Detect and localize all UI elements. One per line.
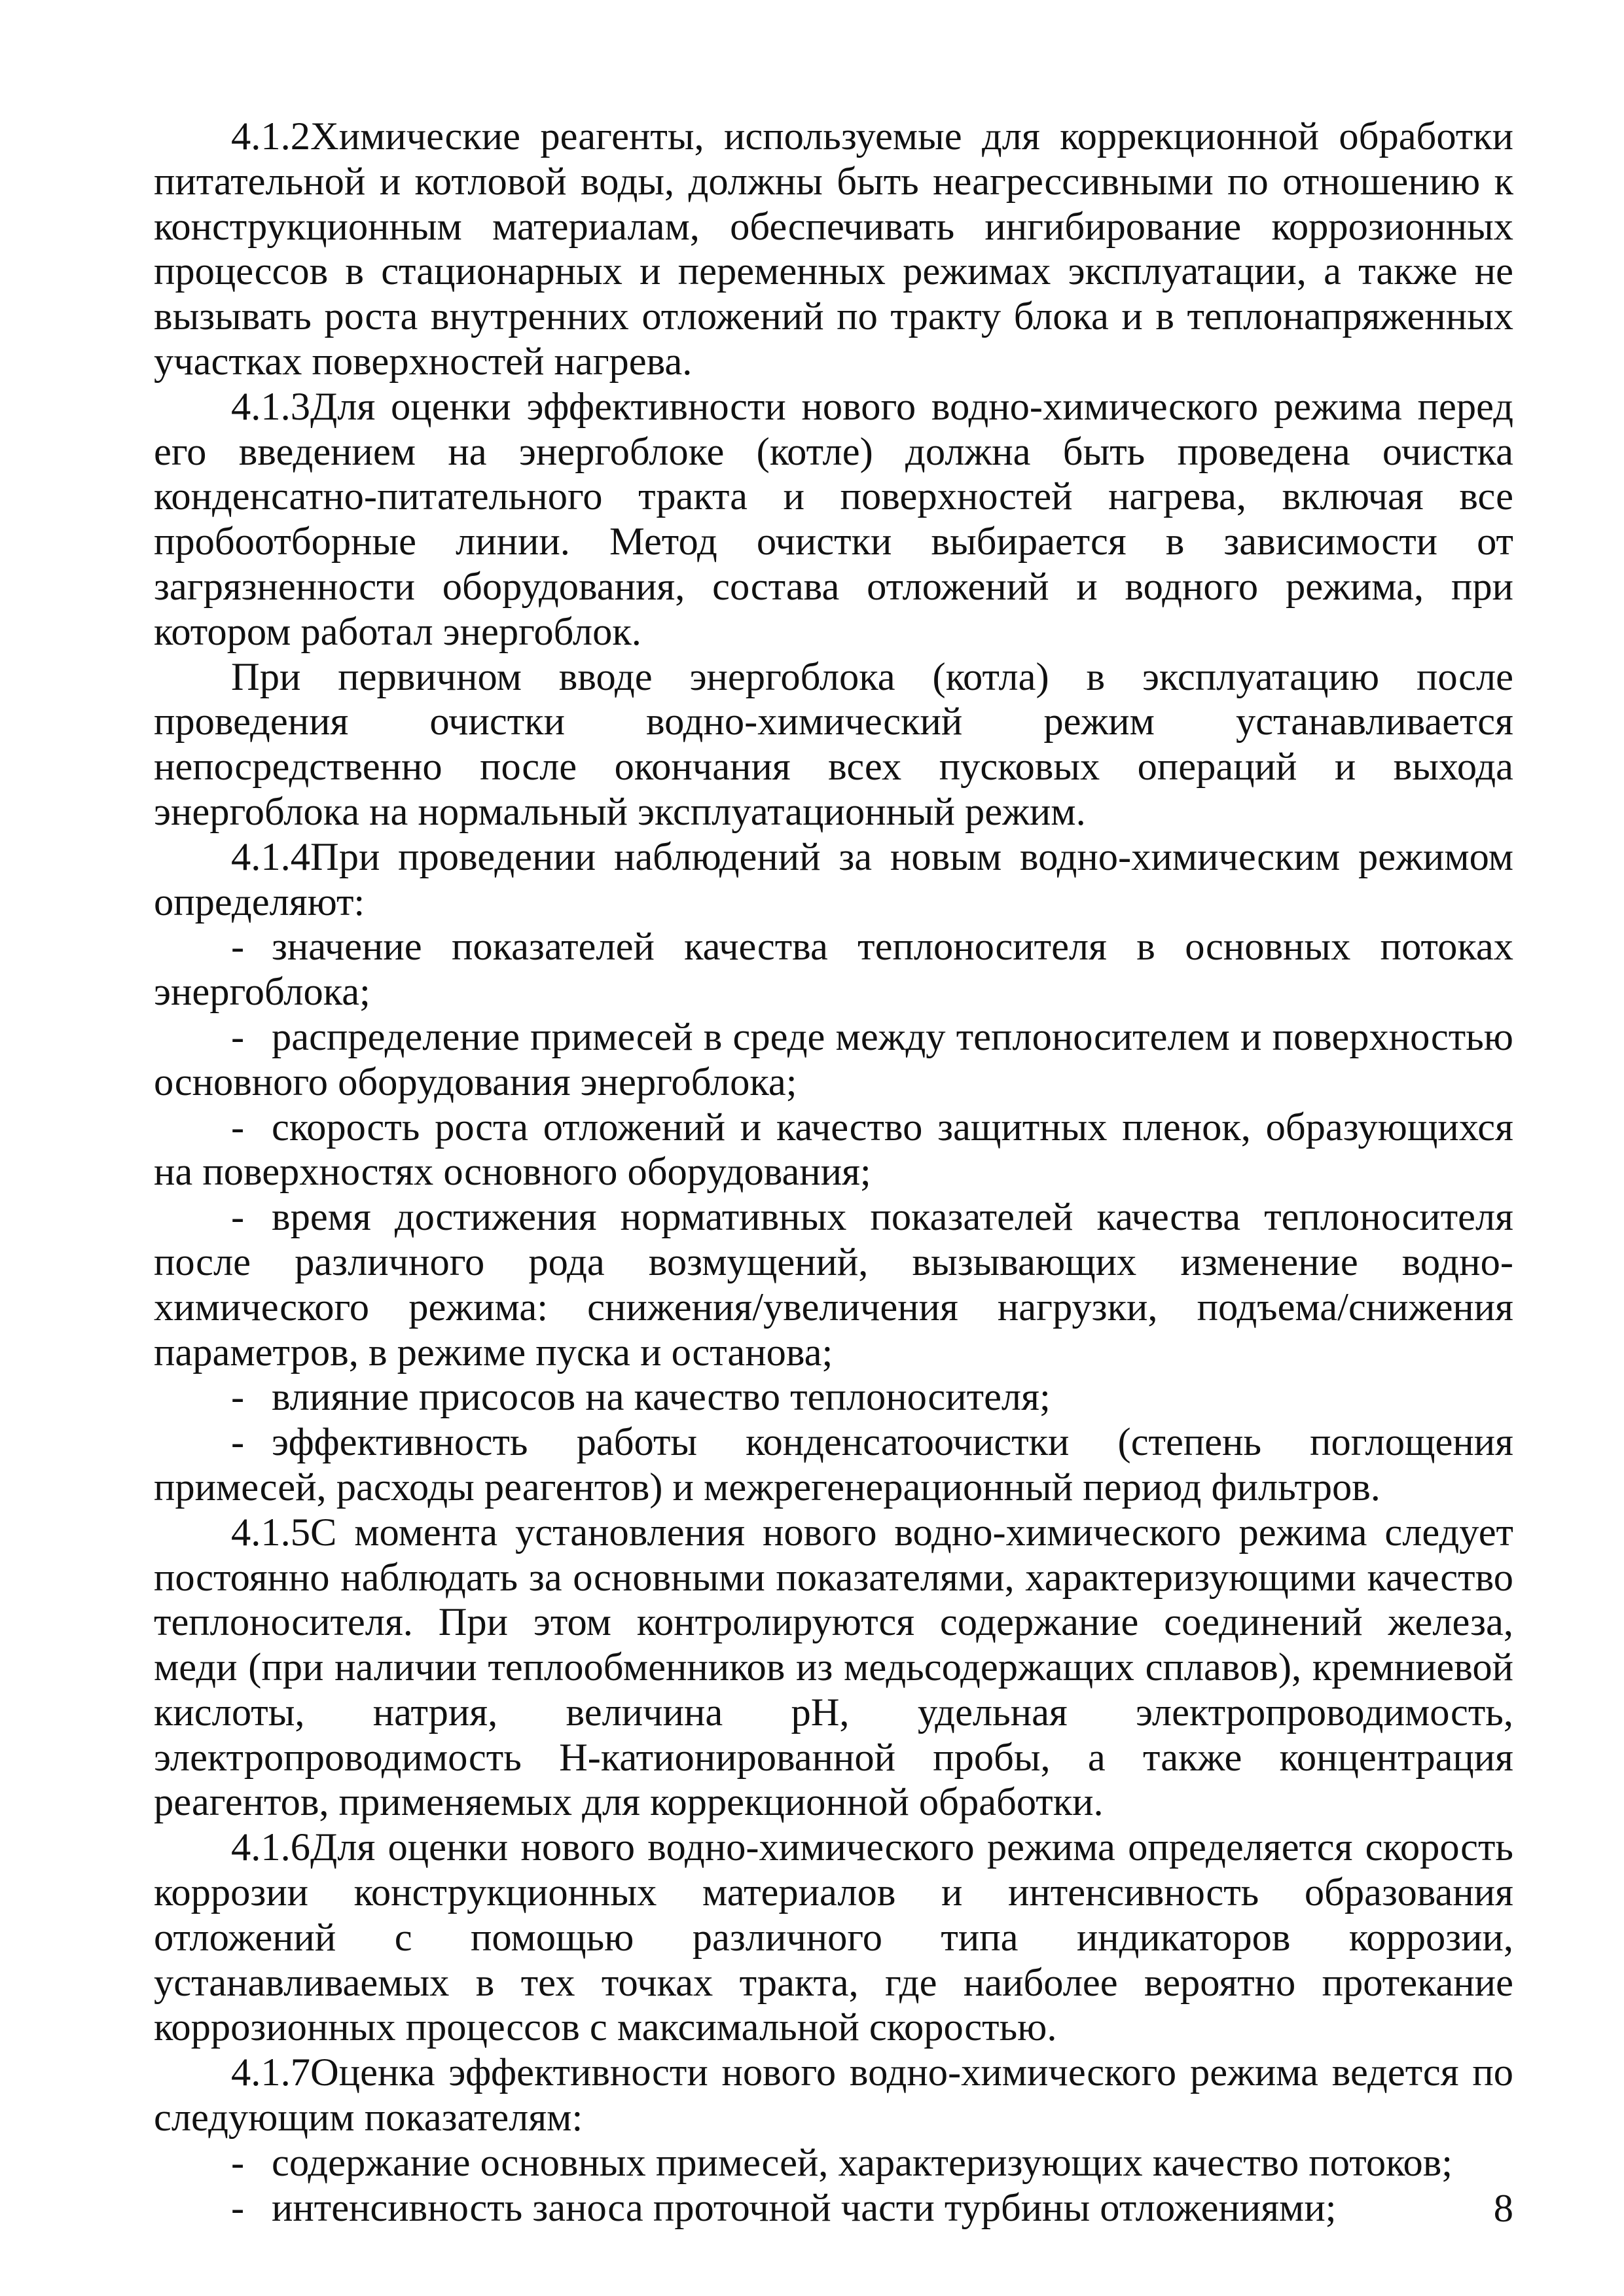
section-number: 4.1.2	[231, 115, 310, 158]
section-4-1-5	[154, 1511, 1513, 1826]
list-item-text: интенсивность заноса проточной части турбины отложениями;	[272, 2185, 1337, 2230]
section-text: Для оценки нового водно-химического режима определяется скорость коррозии конструкционных материалов и интенсивность образования отложений с помощью различного типа индикаторов коррозии, устанавливаемых в тех точках тракта, где наиболее вероятно протекание коррозионных процессов с максимальной скоростью.	[154, 1825, 1513, 2050]
section-text: Химические реагенты, используемые для коррекционной обработки питательной и котловой воды, должны быть неагрессивными по отношению к конструкционным материалам, обеспечивать ингибирование коррозионных процессов в стационарных и переменных режимах эксплуатации, а также не вызывать роста внутренних отложений по тракту блока и в теплонапряженных участках поверхностей нагрева.	[154, 115, 1513, 384]
dash-marker: -	[231, 1420, 245, 1465]
dash-marker: -	[231, 2140, 245, 2185]
list-item	[154, 1195, 1513, 1375]
list-item-text: распределение примесей в среде между теплоносителем и поверхностью основного оборудования энергоблока;	[154, 1014, 1513, 1104]
dash-marker: -	[231, 1375, 245, 1420]
section-4-1-3	[154, 385, 1513, 655]
page-number: 8	[1493, 2187, 1513, 2231]
list-item	[154, 2186, 1513, 2231]
section-number: 4.1.6	[231, 1825, 310, 1870]
list-item-text: влияние присосов на качество теплоносителя;	[272, 1375, 1051, 1420]
section-number: 4.1.3	[231, 384, 310, 429]
section-number: 4.1.5	[231, 1510, 310, 1554]
list-item-text: значение показателей качества теплоносителя в основных потоках энергоблока;	[154, 925, 1513, 1014]
section-text: Для оценки эффективности нового водно-химического режима перед его введением на энергоблоке (котле) должна быть проведена очистка конденсатно-питательного тракта и поверхностей нагрева, включая все пробоотборные линии. Метод очистки выбирается в зависимости от загрязненности оборудования, состава отложений и водного режима, при котором работал энергоблок.	[154, 384, 1513, 654]
dash-marker: -	[231, 1105, 245, 1149]
dash-marker: -	[231, 1195, 245, 1240]
list-item	[154, 1105, 1513, 1196]
list-item	[154, 1420, 1513, 1511]
section-number: 4.1.4	[231, 834, 310, 879]
section-4-1-2	[154, 115, 1513, 385]
list-item-text: скорость роста отложений и качество защитных пленок, образующихся на поверхностях основного оборудования;	[154, 1105, 1513, 1194]
list-item	[154, 2141, 1513, 2186]
document-page	[154, 115, 1513, 2231]
section-text: Оценка эффективности нового водно-химического режима ведется по следующим показателям:	[154, 2051, 1513, 2140]
section-4-1-3-paragraph-2: При первичном вводе энергоблока (котла) в эксплуатацию после проведения очистки водно-химический режим устанавливается непосредственно после окончания всех пусковых операций и выхода энергоблока на нормальный эксплуатационный режим.	[154, 655, 1513, 834]
section-text: С момента установления нового водно-химического режима следует постоянно наблюдать за основными показателями, характеризующими качество теплоносителя. При этом контролируются содержание соединений железа, меди (при наличии теплообменников из медьсодержащих сплавов), кремниевой кислоты, натрия, величина pH, удельная электропроводимость, электропроводимость Н-катионированной пробы, а также концентрация реагентов, применяемых для коррекционной обработки.	[154, 1510, 1513, 1825]
dash-marker: -	[231, 1014, 245, 1059]
section-4-1-7	[154, 2051, 1513, 2141]
dash-marker: -	[231, 925, 245, 969]
section-4-1-4	[154, 835, 1513, 925]
list-item-text: содержание основных примесей, характеризующих качество потоков;	[272, 2140, 1453, 2185]
list-item	[154, 1375, 1513, 1420]
list-item	[154, 925, 1513, 1015]
section-number: 4.1.7	[231, 2051, 310, 2095]
dash-marker: -	[231, 2185, 245, 2230]
list-item	[154, 1015, 1513, 1105]
list-item-text: эффективность работы конденсатоочистки (степень поглощения примесей, расходы реагентов) и межрегенерационный период фильтров.	[154, 1420, 1513, 1509]
list-item-text: время достижения нормативных показателей качества теплоносителя после различного рода возмущений, вызывающих изменение водно-химического режима: снижения/увеличения нагрузки, подъема/снижения параметров, в режиме пуска и останова;	[154, 1195, 1513, 1374]
section-4-1-6	[154, 1825, 1513, 2051]
section-text: При проведении наблюдений за новым водно-химическим режимом определяют:	[154, 834, 1513, 924]
